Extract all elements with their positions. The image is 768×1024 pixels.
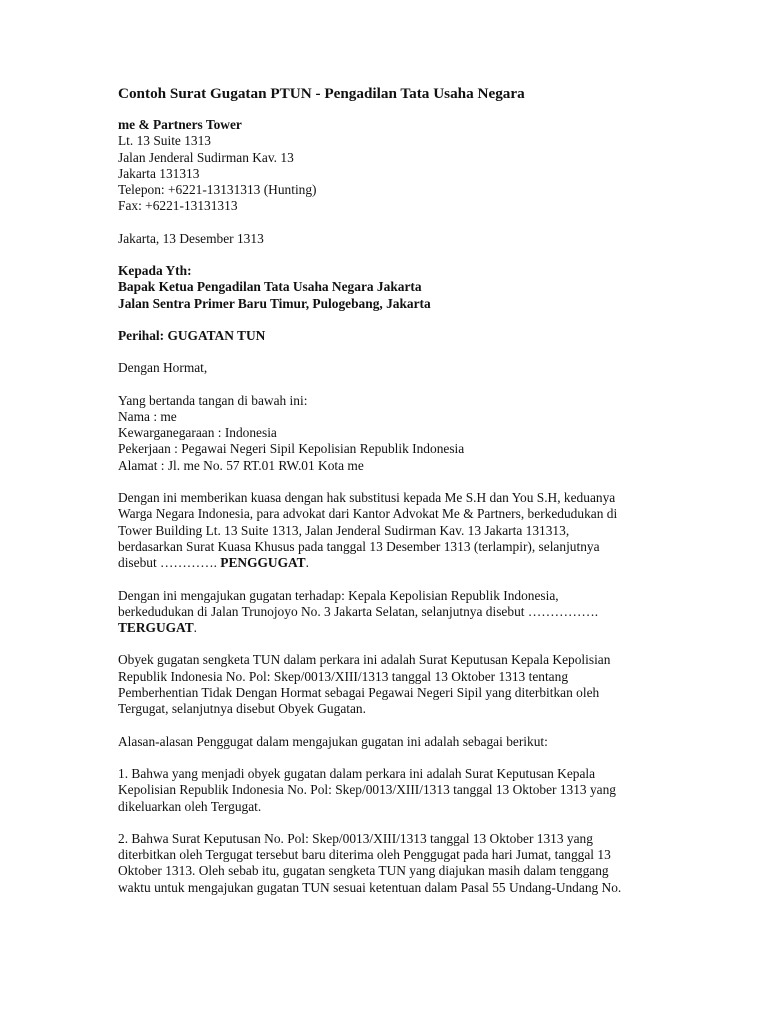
identity-block (118, 393, 658, 474)
subject (118, 328, 658, 344)
greeting (118, 360, 658, 376)
identity-line: Yang bertanda tangan di bawah ini: (118, 392, 308, 408)
paragraph-text: . (193, 620, 198, 636)
paragraph-text: disebut …………. (118, 555, 221, 571)
subject-line: Perihal: GUGATAN TUN (118, 327, 266, 343)
paragraph-text: . (305, 555, 309, 571)
paragraph-line: Dengan ini memberikan kuasa dengan hak substitusi kepada Me S.H dan You S.H, keduanya (118, 490, 616, 506)
paragraph-line: dikeluarkan oleh Tergugat. (118, 798, 262, 814)
recipient-line: Jalan Sentra Primer Baru Timur, Pulogebang, Jakarta (118, 295, 431, 311)
reasons-intro (118, 734, 658, 750)
recipient-address (118, 263, 658, 312)
lawsuit-against-paragraph (118, 588, 658, 637)
paragraph-line: diterbitkan oleh Tergugat tersebut baru diterima oleh Penggugat pada hari Jumat, tanggal 13 (118, 847, 611, 863)
paragraph-line: berkedudukan di Jalan Trunojoyo No. 3 Jakarta Selatan, selanjutnya disebut ……………. (118, 603, 599, 619)
paragraph-line: berdasarkan Surat Kuasa Khusus pada tanggal 13 Desember 1313 (terlampir), selanjutnya (118, 538, 600, 554)
identity-nationality: Kewarganegaraan : Indonesia (118, 425, 277, 441)
power-of-attorney-paragraph (118, 490, 658, 571)
identity-address: Alamat : Jl. me No. 57 RT.01 RW.01 Kota me (118, 457, 364, 473)
letter-date (118, 231, 658, 247)
date-line: Jakarta, 13 Desember 1313 (118, 230, 264, 246)
paragraph-line: waktu untuk mengajukan gugatan TUN sesuai ketentuan dalam Pasal 55 Undang-Undang No. (118, 879, 622, 895)
plaintiff-term: PENGGUGAT (220, 555, 306, 571)
paragraph-line (118, 620, 658, 636)
sender-name: me & Partners Tower (118, 117, 242, 132)
paragraph-line: Tower Building Lt. 13 Suite 1313, Jalan Jenderal Sudirman Kav. 13 Jakarta 131313, (118, 522, 570, 538)
paragraph-line (118, 555, 658, 571)
sender-phone: Telepon: +6221-13131313 (Hunting) (118, 182, 317, 198)
sender-line: Lt. 13 Suite 1313 (118, 133, 211, 149)
object-paragraph (118, 652, 658, 717)
paragraph-line: Obyek gugatan sengketa TUN dalam perkara ini adalah Surat Keputusan Kepala Kepolisian (118, 652, 611, 668)
paragraph-line: 2. Bahwa Surat Keputusan No. Pol: Skep/0013/XIII/1313 tanggal 13 Oktober 1313 yang (118, 830, 593, 846)
recipient-line: Kepada Yth: (118, 263, 192, 279)
greeting-line: Dengan Hormat, (118, 360, 208, 376)
sender-line: Jakarta 131313 (118, 165, 200, 181)
reason-2-paragraph (118, 831, 658, 896)
paragraph-line: Dengan ini mengajukan gugatan terhadap: Kepala Kepolisian Republik Indonesia, (118, 587, 559, 603)
recipient-line: Bapak Ketua Pengadilan Tata Usaha Negara Jakarta (118, 279, 422, 295)
sender-line: Jalan Jenderal Sudirman Kav. 13 (118, 149, 294, 165)
reason-1-paragraph (118, 766, 658, 815)
paragraph-line: Pemberhentian Tidak Dengan Hormat sebagai Pegawai Negeri Sipil yang diterbitkan oleh (118, 685, 600, 701)
paragraph-line: Oktober 1313. Oleh sebab itu, gugatan sengketa TUN yang diajukan masih dalam tenggang (118, 863, 609, 879)
document-page (118, 84, 658, 912)
paragraph-line: Republik Indonesia No. Pol: Skep/0013/XIII/1313 tanggal 13 Oktober 1313 tentang (118, 668, 569, 684)
paragraph-line: Warga Negara Indonesia, para advokat dari Kantor Advokat Me & Partners, berkedudukan di (118, 506, 618, 522)
paragraph-line: Alasan-alasan Penggugat dalam mengajukan gugatan ini adalah sebagai berikut: (118, 733, 548, 749)
defendant-term: TERGUGAT (118, 620, 194, 636)
sender-address (118, 117, 658, 215)
document-title: Contoh Surat Gugatan PTUN - Pengadilan Tata Usaha Negara (118, 85, 525, 102)
paragraph-line: Tergugat, selanjutnya disebut Obyek Gugatan. (118, 701, 366, 717)
identity-occupation: Pekerjaan : Pegawai Negeri Sipil Kepolisian Republik Indonesia (118, 441, 465, 457)
paragraph-line: Kepolisian Republik Indonesia No. Pol: Skep/0013/XIII/1313 tanggal 13 Oktober 1313 yang (118, 782, 616, 798)
paragraph-line: 1. Bahwa yang menjadi obyek gugatan dalam perkara ini adalah Surat Keputusan Kepala (118, 765, 596, 781)
sender-fax: Fax: +6221-13131313 (118, 198, 238, 214)
identity-name: Nama : me (118, 408, 177, 424)
